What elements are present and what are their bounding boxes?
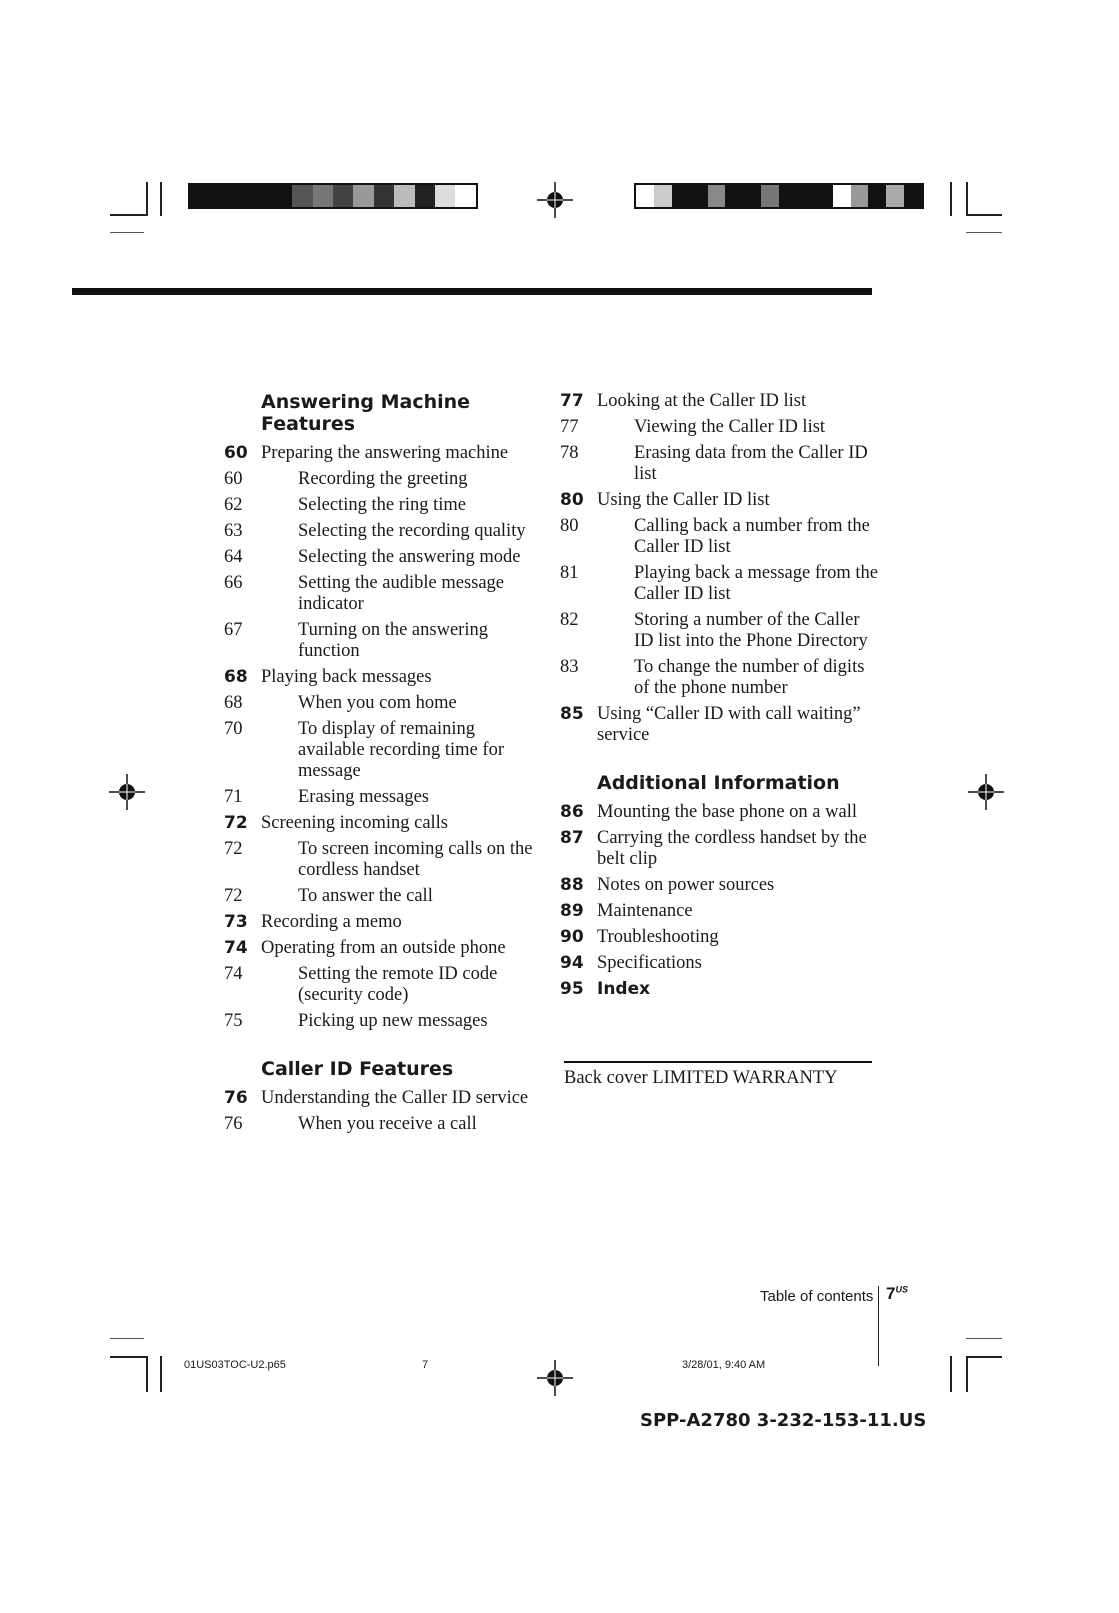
toc-page-number: 74 [224, 938, 248, 958]
toc-entry[interactable] [224, 813, 544, 834]
toc-entry[interactable] [560, 610, 880, 652]
toc-entry[interactable] [224, 719, 544, 782]
crop-mark-top-left-v [146, 182, 148, 216]
toc-entry-title: Mounting the base phone on a wall [597, 802, 857, 822]
crop-mark-top-right-v [950, 182, 952, 216]
toc-page-number: 74 [224, 964, 243, 984]
toc-page-number: 71 [224, 787, 243, 807]
toc-page-number: 80 [560, 490, 584, 510]
toc-entry-title: Looking at the Caller ID list [597, 391, 807, 411]
toc-entry-title: Preparing the answering machine [261, 443, 509, 463]
toc-entry[interactable] [224, 547, 544, 568]
toc-page-number: 72 [224, 886, 243, 906]
toc-page-number: 76 [224, 1088, 248, 1108]
crop-mark-bottom-left-v [146, 1356, 148, 1392]
toc-entry-title: Storing a number of the Caller ID list into the Phone Directory [634, 610, 868, 651]
footer-timestamp: 3/28/01, 9:40 AM [682, 1359, 766, 1371]
toc-entry[interactable] [560, 802, 880, 823]
toc-left-column [224, 391, 544, 1140]
toc-page-number: 86 [560, 802, 584, 822]
toc-entry-title: Calling back a number from the Caller ID list [634, 516, 870, 557]
toc-page-number: 67 [224, 620, 243, 640]
toc-page-number: 88 [560, 875, 584, 895]
toc-entry-title: Playing back messages [261, 667, 432, 687]
toc-page-number: 60 [224, 443, 248, 463]
footer-file-page: 7 [422, 1359, 429, 1371]
toc-entry-title: Setting the remote ID code (security code) [298, 964, 498, 1005]
toc-entry[interactable] [224, 964, 544, 1006]
section-heading: Answering Machine Features [261, 391, 471, 435]
crop-mark-top-left-h [110, 214, 148, 216]
toc-page-number: 82 [560, 610, 579, 630]
toc-entry[interactable] [224, 1114, 544, 1135]
toc-entry[interactable] [224, 573, 544, 615]
toc-page-number: 70 [224, 719, 243, 739]
toc-entry-title: Selecting the ring time [298, 495, 466, 515]
toc-entry[interactable] [560, 657, 880, 699]
crop-mark-top-left-h2 [110, 232, 144, 233]
toc-entry-title: Screening incoming calls [261, 813, 449, 833]
toc-entry[interactable] [560, 828, 880, 870]
toc-entry-title: Playing back a message from the Caller ID list [634, 563, 879, 604]
toc-entry-title: Setting the audible message indicator [298, 573, 505, 614]
crop-mark-top-left-v2 [160, 182, 162, 216]
toc-page-number: 81 [560, 563, 579, 583]
footer-file-name: 01US03TOC-U2.p65 [184, 1359, 286, 1371]
toc-page-number: 85 [560, 704, 584, 724]
toc-entry-title: To change the number of digits of the phone number [634, 657, 865, 698]
toc-entry[interactable] [560, 875, 880, 896]
crop-mark-bottom-right-v2 [966, 1356, 968, 1392]
toc-entry[interactable] [224, 521, 544, 542]
toc-entry[interactable] [560, 927, 880, 948]
toc-entry[interactable] [560, 953, 880, 974]
toc-page-number: 89 [560, 901, 584, 921]
footer-vertical-rule [878, 1286, 879, 1366]
toc-entry[interactable] [224, 620, 544, 662]
crop-mark-bottom-right-v [950, 1356, 952, 1392]
crop-mark-bottom-right-h [966, 1338, 1002, 1339]
toc-entry[interactable] [224, 667, 544, 688]
toc-page-number: 83 [560, 657, 579, 677]
toc-entry[interactable] [224, 495, 544, 516]
toc-page-number: 68 [224, 667, 248, 687]
crop-mark-top-right-h [966, 214, 1002, 216]
toc-entry-title: Understanding the Caller ID service [261, 1088, 529, 1108]
toc-entry[interactable] [224, 912, 544, 933]
toc-page-number: 68 [224, 693, 243, 713]
toc-entry-title: Turning on the answering function [298, 620, 488, 661]
toc-page-number: 76 [224, 1114, 243, 1134]
registration-target-icon [109, 774, 145, 810]
toc-entry[interactable] [560, 901, 880, 922]
toc-entry[interactable] [560, 490, 880, 511]
page-number: 7 [886, 1284, 896, 1303]
toc-page-number: 66 [224, 573, 243, 593]
toc-entry-title: Maintenance [597, 901, 693, 921]
toc-entry-title: Operating from an outside phone [261, 938, 506, 958]
back-cover-entry: Back cover LIMITED WARRANTY [564, 1068, 838, 1088]
toc-entry-title: To answer the call [298, 886, 433, 906]
toc-page-number: 77 [560, 417, 579, 437]
registration-target-icon [968, 774, 1004, 810]
toc-right-column [560, 391, 880, 1005]
toc-entry-title: Using the Caller ID list [597, 490, 770, 510]
toc-entry-title: Erasing messages [298, 787, 430, 807]
toc-separator-rule [564, 1061, 872, 1063]
model-code: SPP-A2780 3-232-153-11.US [640, 1410, 927, 1431]
registration-bar-left [188, 183, 478, 209]
toc-entry[interactable] [224, 1011, 544, 1032]
toc-page-number: 64 [224, 547, 243, 567]
toc-entry-title: Picking up new messages [298, 1011, 488, 1031]
header-rule [72, 288, 872, 295]
crop-mark-bottom-left-h2 [110, 1356, 148, 1358]
toc-entry[interactable] [560, 443, 880, 485]
toc-entry[interactable] [560, 391, 880, 412]
crop-mark-bottom-right-h2 [966, 1356, 1002, 1358]
toc-page-number: 72 [224, 839, 243, 859]
toc-page-number: 80 [560, 516, 579, 536]
toc-entry-title: Specifications [597, 953, 702, 973]
toc-entry-title: When you com home [298, 693, 457, 713]
toc-entry[interactable] [224, 1088, 544, 1109]
toc-entry[interactable] [224, 787, 544, 808]
toc-entry-title: Erasing data from the Caller ID list [634, 443, 868, 484]
toc-page-number: 90 [560, 927, 584, 947]
toc-entry[interactable] [560, 563, 880, 605]
crop-mark-bottom-left-v2 [160, 1356, 162, 1392]
toc-page-number: 94 [560, 953, 584, 973]
crop-mark-bottom-left-h [110, 1338, 144, 1339]
toc-entry[interactable] [224, 839, 544, 881]
toc-entry-title: To screen incoming calls on the cordless handset [298, 839, 533, 880]
crop-mark-top-right-h2 [966, 232, 1002, 233]
footer-section-label: Table of contents [760, 1288, 874, 1305]
toc-entry-title: Index [597, 979, 651, 999]
toc-entry[interactable] [560, 417, 880, 438]
toc-entry[interactable] [224, 886, 544, 907]
toc-entry-title: Troubleshooting [597, 927, 719, 947]
crop-mark-top-right-v2 [966, 182, 968, 216]
registration-bar-right [634, 183, 924, 209]
section-heading: Additional Information [597, 772, 840, 794]
page-number-suffix: US [895, 1284, 908, 1295]
section-heading: Caller ID Features [261, 1058, 454, 1080]
toc-page-number: 73 [224, 912, 248, 932]
toc-entry[interactable] [224, 693, 544, 714]
toc-page-number: 87 [560, 828, 584, 848]
toc-page-number: 63 [224, 521, 243, 541]
footer-page-number [886, 1284, 908, 1304]
toc-entry[interactable] [224, 469, 544, 490]
toc-entry-title: Using “Caller ID with call waiting” service [597, 704, 861, 745]
toc-entry[interactable] [224, 938, 544, 959]
toc-entry-title: Selecting the answering mode [298, 547, 521, 567]
toc-entry-title: Notes on power sources [597, 875, 775, 895]
toc-page-number: 60 [224, 469, 243, 489]
toc-page-number: 77 [560, 391, 584, 411]
toc-entry-title: Recording the greeting [298, 469, 468, 489]
toc-entry[interactable] [224, 443, 544, 464]
toc-entry-title: Selecting the recording quality [298, 521, 526, 541]
toc-entry[interactable] [560, 704, 880, 746]
toc-entry-title: Carrying the cordless handset by the belt clip [597, 828, 867, 869]
registration-target-icon [537, 182, 573, 218]
toc-page-number: 95 [560, 979, 584, 999]
toc-entry[interactable] [560, 516, 880, 558]
toc-page-number: 72 [224, 813, 248, 833]
toc-entry-title: To display of remaining available recording time for message [298, 719, 504, 781]
toc-page-number: 62 [224, 495, 243, 515]
toc-entry-title: When you receive a call [298, 1114, 477, 1134]
registration-target-icon [537, 1360, 573, 1396]
toc-entry[interactable] [560, 979, 880, 1000]
toc-entry-title: Recording a memo [261, 912, 402, 932]
toc-page-number: 78 [560, 443, 579, 463]
toc-entry-title: Viewing the Caller ID list [634, 417, 826, 437]
toc-page-number: 75 [224, 1011, 243, 1031]
